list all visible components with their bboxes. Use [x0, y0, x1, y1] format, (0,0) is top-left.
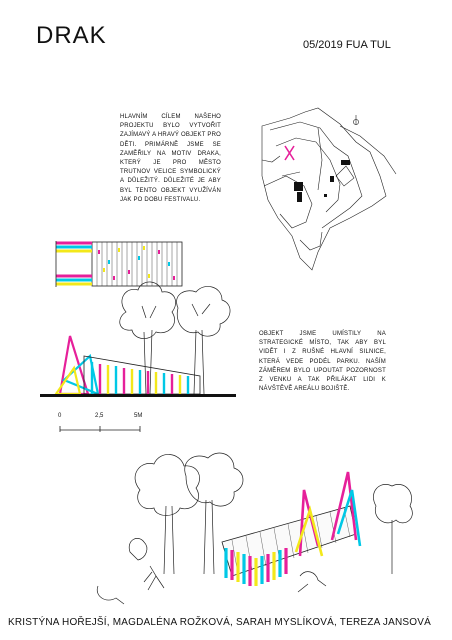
authors-line: KRISTÝNA HOŘEJŠÍ, MAGDALÉNA ROŽKOVÁ, SARAH MYSLÍKOVÁ, TEREZA JANSOVÁ	[8, 617, 431, 628]
date-school-label: 05/2019 FUA TUL	[303, 39, 391, 51]
north-arrow-icon	[353, 115, 358, 125]
intro-paragraph: HLAVNÍM CÍLEM NAŠEHO PROJEKTU BYLO VYTVOŘIT ZAJÍMAVÝ A HRAVÝ OBJEKT PRO DĚTI. PRIMÁRNĚ JSME SE ZAMĚŘILY NA MOTIV DRAKA, KTERÝ JE PRO MĚSTO TRUTNOV VELICE SYMBOLICKÝ A DŮLEŽITÝ. DŮLEŽITÉ JE ABY BYL TENTO OBJEKT VYUŽÍVÁN JAK PO DOBU FESTIVALU.	[120, 114, 221, 203]
scale-tick-2: 5M	[134, 413, 143, 419]
scale-tick-1: 2,5	[95, 413, 104, 419]
scale-tick-0: 0	[58, 413, 62, 419]
location-paragraph: OBJEKT JSME UMÍSTILY NA STRATEGICKÉ MÍSTO, TAK ABY BYL VIDĚT I Z RUŠNÉ HLAVNÍ SILNICE, KTERÁ VEDE PODÉL PARKU. NAŠÍM ZÁMĚREM BYLO UPOUTAT POZORNOST Z VENKU A TAK PŘILÁKAT LIDI K NÁVŠTĚVĚ AREÁLU BOJIŠTĚ.	[259, 331, 386, 393]
page-title: DRAK	[36, 22, 107, 49]
